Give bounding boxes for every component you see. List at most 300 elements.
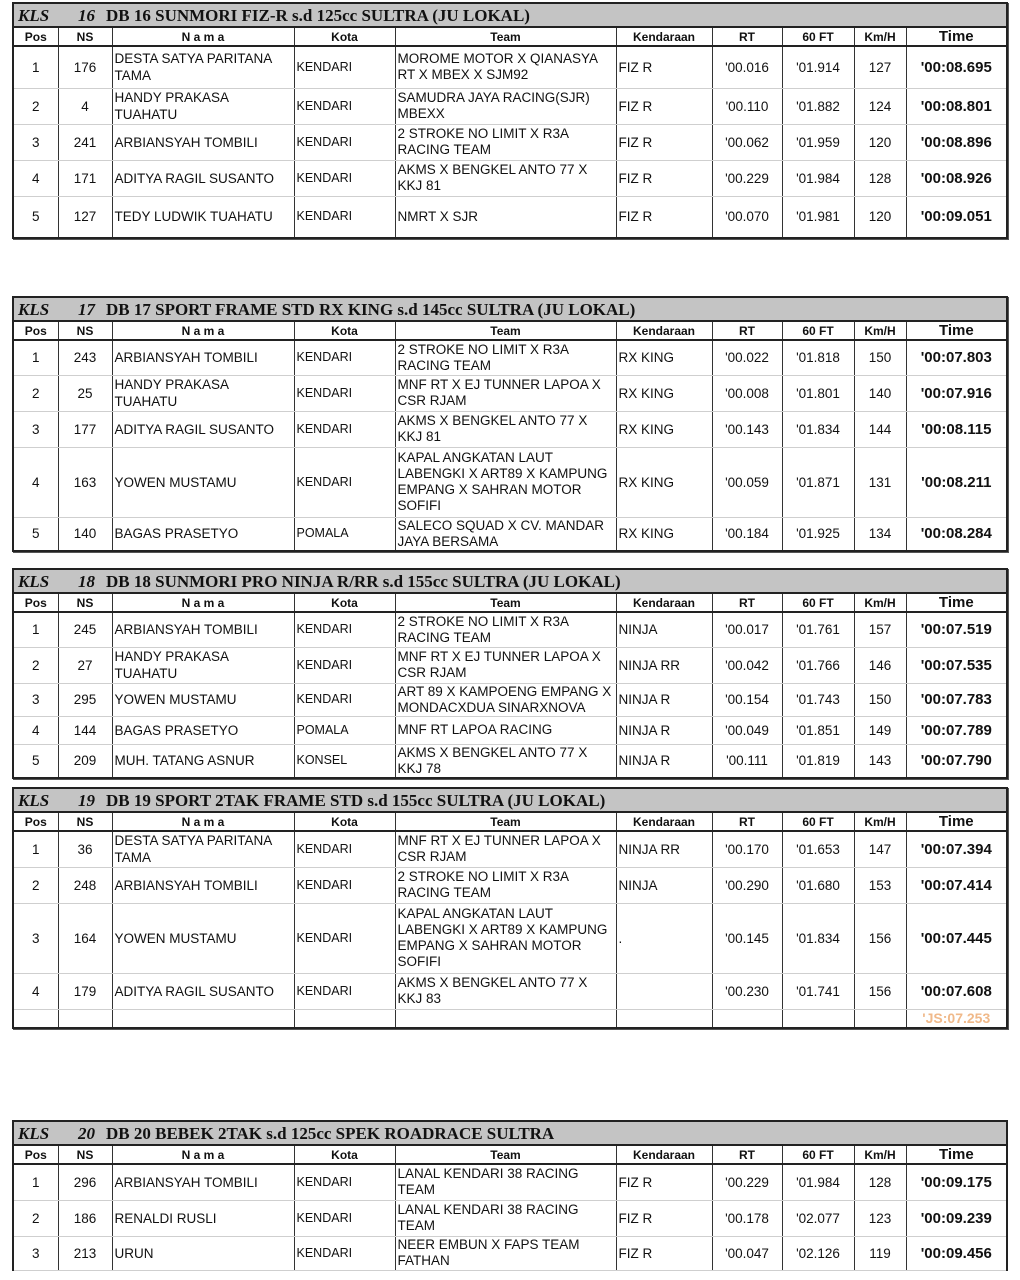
column-header-60ft: 60 FT — [782, 1145, 854, 1164]
cell-pos: 2 — [13, 375, 58, 411]
kls-number: 18 — [78, 571, 95, 591]
cell-time: '00:07.803 — [906, 340, 1007, 375]
cell-kota: KENDARI — [294, 160, 395, 196]
column-header-nama: N a m a — [112, 27, 294, 46]
cell-kendaraan: RX KING — [616, 517, 712, 551]
cell-kmh: 120 — [854, 196, 906, 238]
column-header-kendaraan: Kendaraan — [616, 593, 712, 612]
cell-rt: '00.008 — [712, 375, 782, 411]
cell-kota: POMALA — [294, 716, 395, 744]
cell-pos: 2 — [13, 647, 58, 683]
cell-rt: '00.016 — [712, 46, 782, 88]
column-header-rt: RT — [712, 593, 782, 612]
cell-ns: 163 — [58, 447, 112, 517]
cell-60ft: '01.981 — [782, 196, 854, 238]
cell-ns: 209 — [58, 744, 112, 778]
cell-time: '00:09.239 — [906, 1200, 1007, 1236]
cell-team: AKMS X BENGKEL ANTO 77 X KKJ 81 — [395, 411, 616, 447]
cell-time: '00:07.783 — [906, 683, 1007, 716]
cell-ns: 140 — [58, 517, 112, 551]
column-header-ns: NS — [58, 27, 112, 46]
class-title: DB 19 SPORT 2TAK FRAME STD s.d 155cc SULTRA (JU LOKAL) — [106, 790, 606, 810]
column-header-time: Time — [906, 812, 1007, 831]
cell-kendaraan: FIZ R — [616, 196, 712, 238]
cell-kendaraan: NINJA R — [616, 683, 712, 716]
cell-pos: 5 — [13, 517, 58, 551]
result-row — [13, 831, 1007, 867]
cell-kmh: 150 — [854, 683, 906, 716]
column-header-kendaraan: Kendaraan — [616, 27, 712, 46]
cell-60ft: '01.801 — [782, 375, 854, 411]
column-header-nama: N a m a — [112, 812, 294, 831]
column-header-time: Time — [906, 1145, 1007, 1164]
cell-60ft: '01.851 — [782, 716, 854, 744]
column-header-kendaraan: Kendaraan — [616, 321, 712, 340]
cell-time: '00:08.926 — [906, 160, 1007, 196]
cell-nama: HANDY PRAKASA TUAHATU — [112, 647, 294, 683]
cell-kota: KENDARI — [294, 1164, 395, 1200]
cell-kmh: 150 — [854, 340, 906, 375]
cell-kota: KENDARI — [294, 375, 395, 411]
cell-pos: 5 — [13, 744, 58, 778]
result-row — [13, 647, 1007, 683]
kls-label: KLS — [18, 299, 50, 319]
cell-rt: '00.110 — [712, 88, 782, 124]
cell-kendaraan: NINJA RR — [616, 831, 712, 867]
cell-time: '00:08.801 — [906, 88, 1007, 124]
cell-kendaraan: . — [616, 903, 712, 973]
cell-pos: 4 — [13, 973, 58, 1009]
cell-kendaraan: RX KING — [616, 340, 712, 375]
result-row — [13, 716, 1007, 744]
results-table — [12, 787, 1008, 1029]
column-header-pos: Pos — [13, 27, 58, 46]
cell-kendaraan: FIZ R — [616, 1200, 712, 1236]
column-header-kmh: Km/H — [854, 321, 906, 340]
column-header-pos: Pos — [13, 321, 58, 340]
class-16-results — [12, 2, 1006, 239]
class-title-cell — [13, 569, 1007, 593]
cell-kmh: 120 — [854, 124, 906, 160]
column-header-time: Time — [906, 593, 1007, 612]
class-17-results — [12, 296, 1006, 552]
result-row — [13, 46, 1007, 88]
column-header-kota: Kota — [294, 1145, 395, 1164]
cell-nama: BAGAS PRASETYO — [112, 716, 294, 744]
cell-kota: POMALA — [294, 517, 395, 551]
cell-rt: '00.178 — [712, 1200, 782, 1236]
class-title: DB 18 SUNMORI PRO NINJA R/RR s.d 155cc SULTRA (JU LOKAL) — [106, 571, 621, 591]
cell-60ft: '01.959 — [782, 124, 854, 160]
cell-team: 2 STROKE NO LIMIT X R3A RACING TEAM — [395, 124, 616, 160]
cell-60ft: '02.077 — [782, 1200, 854, 1236]
cell-kmh: 123 — [854, 1200, 906, 1236]
cell-team: 2 STROKE NO LIMIT X R3A RACING TEAM — [395, 867, 616, 903]
result-row — [13, 196, 1007, 238]
cell-ns: 248 — [58, 867, 112, 903]
cell-ns: 176 — [58, 46, 112, 88]
cell-60ft: '01.925 — [782, 517, 854, 551]
result-row — [13, 340, 1007, 375]
result-row — [13, 1236, 1007, 1270]
results-table — [12, 296, 1008, 552]
cell-team: AKMS X BENGKEL ANTO 77 X KKJ 83 — [395, 973, 616, 1009]
cell-kmh: 147 — [854, 831, 906, 867]
cell-team: MNF RT X EJ TUNNER LAPOA X CSR RJAM — [395, 647, 616, 683]
cell-ns: 4 — [58, 88, 112, 124]
cell-kota: KENDARI — [294, 196, 395, 238]
cell-nama: ARBIANSYAH TOMBILI — [112, 340, 294, 375]
cell-ns: 213 — [58, 1236, 112, 1270]
column-header-row — [13, 812, 1007, 831]
result-row — [13, 683, 1007, 716]
cell-kendaraan: RX KING — [616, 447, 712, 517]
result-row — [13, 411, 1007, 447]
cell-ns: 25 — [58, 375, 112, 411]
column-header-row — [13, 593, 1007, 612]
cell-rt: '00.290 — [712, 867, 782, 903]
column-header-time: Time — [906, 27, 1007, 46]
cell-pos: 4 — [13, 716, 58, 744]
cell-60ft: '01.766 — [782, 647, 854, 683]
cell-kmh: 128 — [854, 160, 906, 196]
cell-kendaraan: RX KING — [616, 411, 712, 447]
cell-60ft: '01.680 — [782, 867, 854, 903]
column-header-kmh: Km/H — [854, 593, 906, 612]
class-title-row — [13, 569, 1007, 593]
cell-kmh: 153 — [854, 867, 906, 903]
cell-pos: 5 — [13, 196, 58, 238]
cell-kmh: 131 — [854, 447, 906, 517]
cell-60ft: '01.743 — [782, 683, 854, 716]
cell-60ft: '01.834 — [782, 411, 854, 447]
result-row — [13, 744, 1007, 778]
result-row — [13, 1200, 1007, 1236]
empty-cell — [395, 1009, 616, 1028]
column-header-rt: RT — [712, 27, 782, 46]
column-header-kmh: Km/H — [854, 1145, 906, 1164]
column-header-rt: RT — [712, 1145, 782, 1164]
column-header-60ft: 60 FT — [782, 27, 854, 46]
empty-cell — [854, 1009, 906, 1028]
class-title-row — [13, 788, 1007, 812]
column-header-kota: Kota — [294, 593, 395, 612]
cell-team: AKMS X BENGKEL ANTO 77 X KKJ 81 — [395, 160, 616, 196]
cell-kota: KENDARI — [294, 1200, 395, 1236]
class-title-row — [13, 3, 1007, 27]
empty-cell — [616, 1009, 712, 1028]
cell-kmh: 149 — [854, 716, 906, 744]
cell-ns: 171 — [58, 160, 112, 196]
cell-kendaraan: NINJA — [616, 867, 712, 903]
cell-time: '00:09.456 — [906, 1236, 1007, 1270]
cell-pos: 4 — [13, 160, 58, 196]
cell-rt: '00.022 — [712, 340, 782, 375]
cell-ns: 243 — [58, 340, 112, 375]
cell-nama: HANDY PRAKASA TUAHATU — [112, 88, 294, 124]
cell-ns: 36 — [58, 831, 112, 867]
column-header-row — [13, 1145, 1007, 1164]
result-row — [13, 612, 1007, 647]
cell-kota: KONSEL — [294, 744, 395, 778]
class-title-cell — [13, 3, 1007, 27]
cell-ns: 27 — [58, 647, 112, 683]
kls-label: KLS — [18, 790, 50, 810]
column-header-pos: Pos — [13, 593, 58, 612]
column-header-kota: Kota — [294, 321, 395, 340]
kls-label: KLS — [18, 571, 50, 591]
cell-time: '00:09.051 — [906, 196, 1007, 238]
column-header-team: Team — [395, 27, 616, 46]
class-title-cell — [13, 788, 1007, 812]
cell-60ft: '01.653 — [782, 831, 854, 867]
column-header-team: Team — [395, 593, 616, 612]
cell-kmh: 119 — [854, 1236, 906, 1270]
column-header-team: Team — [395, 812, 616, 831]
cell-kendaraan — [616, 973, 712, 1009]
column-header-ns: NS — [58, 321, 112, 340]
class-title-cell — [13, 1121, 1007, 1145]
cell-nama: YOWEN MUSTAMU — [112, 447, 294, 517]
column-header-rt: RT — [712, 812, 782, 831]
cell-kmh: 134 — [854, 517, 906, 551]
cell-ns: 241 — [58, 124, 112, 160]
result-row — [13, 1164, 1007, 1200]
cell-ns: 164 — [58, 903, 112, 973]
cell-rt: '00.230 — [712, 973, 782, 1009]
cell-60ft: '01.984 — [782, 160, 854, 196]
cell-team: KAPAL ANGKATAN LAUT LABENGKI X ART89 X KAMPUNG EMPANG X SAHRAN MOTOR SOFIFI — [395, 447, 616, 517]
column-header-row — [13, 27, 1007, 46]
kls-number: 20 — [78, 1123, 95, 1143]
cell-kendaraan: FIZ R — [616, 88, 712, 124]
cell-60ft: '01.834 — [782, 903, 854, 973]
empty-cell — [294, 1009, 395, 1028]
cell-team: 2 STROKE NO LIMIT X R3A RACING TEAM — [395, 612, 616, 647]
kls-number: 16 — [78, 5, 95, 25]
cell-time: '00:09.175 — [906, 1164, 1007, 1200]
column-header-ns: NS — [58, 593, 112, 612]
column-header-pos: Pos — [13, 1145, 58, 1164]
cell-rt: '00.049 — [712, 716, 782, 744]
cell-team: 2 STROKE NO LIMIT X R3A RACING TEAM — [395, 340, 616, 375]
cell-kmh: 157 — [854, 612, 906, 647]
cell-pos: 3 — [13, 1236, 58, 1270]
cell-time: '00:07.414 — [906, 867, 1007, 903]
cell-kota: KENDARI — [294, 46, 395, 88]
cell-nama: MUH. TATANG ASNUR — [112, 744, 294, 778]
cell-kendaraan: RX KING — [616, 375, 712, 411]
cell-60ft: '01.984 — [782, 1164, 854, 1200]
cell-nama: URUN — [112, 1236, 294, 1270]
cell-nama: HANDY PRAKASA TUAHATU — [112, 375, 294, 411]
cell-team: ART 89 X KAMPOENG EMPANG X MONDACXDUA SINARXNOVA — [395, 683, 616, 716]
cell-60ft: '01.882 — [782, 88, 854, 124]
cell-nama: ARBIANSYAH TOMBILI — [112, 867, 294, 903]
cell-pos: 1 — [13, 1164, 58, 1200]
cell-rt: '00.229 — [712, 160, 782, 196]
cell-ns: 186 — [58, 1200, 112, 1236]
cell-kendaraan: NINJA R — [616, 744, 712, 778]
cell-ns: 245 — [58, 612, 112, 647]
empty-cell — [58, 1009, 112, 1028]
cell-kendaraan: FIZ R — [616, 1164, 712, 1200]
cell-nama: YOWEN MUSTAMU — [112, 903, 294, 973]
cell-team: NEER EMBUN X FAPS TEAM FATHAN — [395, 1236, 616, 1270]
cell-kendaraan: FIZ R — [616, 160, 712, 196]
cell-60ft: '01.871 — [782, 447, 854, 517]
cell-kota: KENDARI — [294, 612, 395, 647]
cell-pos: 3 — [13, 411, 58, 447]
column-header-team: Team — [395, 321, 616, 340]
cell-pos: 3 — [13, 124, 58, 160]
cell-nama: TEDY LUDWIK TUAHATU — [112, 196, 294, 238]
cell-kendaraan: NINJA RR — [616, 647, 712, 683]
cell-60ft: '02.126 — [782, 1236, 854, 1270]
empty-cell — [712, 1009, 782, 1028]
cell-kendaraan: FIZ R — [616, 46, 712, 88]
cell-kota: KENDARI — [294, 340, 395, 375]
cell-nama: ADITYA RAGIL SUSANTO — [112, 411, 294, 447]
class-title-cell — [13, 297, 1007, 321]
cell-team: NMRT X SJR — [395, 196, 616, 238]
cell-ns: 295 — [58, 683, 112, 716]
cell-team: MNF RT X EJ TUNNER LAPOA X CSR RJAM — [395, 375, 616, 411]
cell-time: '00:07.445 — [906, 903, 1007, 973]
cell-rt: '00.042 — [712, 647, 782, 683]
class-title-row — [13, 297, 1007, 321]
kls-number: 19 — [78, 790, 95, 810]
results-table — [12, 2, 1008, 239]
cell-60ft: '01.914 — [782, 46, 854, 88]
cell-pos: 3 — [13, 903, 58, 973]
class-title: DB 16 SUNMORI FIZ-R s.d 125cc SULTRA (JU LOKAL) — [106, 5, 530, 25]
class-title: DB 20 BEBEK 2TAK s.d 125cc SPEK ROADRACE SULTRA — [106, 1123, 555, 1143]
cell-pos: 2 — [13, 1200, 58, 1236]
cell-time: '00:08.284 — [906, 517, 1007, 551]
cell-time: '00:07.608 — [906, 973, 1007, 1009]
empty-cell — [112, 1009, 294, 1028]
cell-60ft: '01.819 — [782, 744, 854, 778]
cell-nama: ARBIANSYAH TOMBILI — [112, 1164, 294, 1200]
cell-nama: RENALDI RUSLI — [112, 1200, 294, 1236]
column-header-row — [13, 321, 1007, 340]
class-title: DB 17 SPORT FRAME STD RX KING s.d 145cc SULTRA (JU LOKAL) — [106, 299, 636, 319]
cell-kota: KENDARI — [294, 973, 395, 1009]
empty-cell — [782, 1009, 854, 1028]
cell-rt: '00.059 — [712, 447, 782, 517]
result-row — [13, 867, 1007, 903]
cell-time: '00:08.211 — [906, 447, 1007, 517]
cell-pos: 2 — [13, 867, 58, 903]
cell-time: '00:07.394 — [906, 831, 1007, 867]
cell-time: '00:08.115 — [906, 411, 1007, 447]
kls-label: KLS — [18, 1123, 50, 1143]
cell-kota: KENDARI — [294, 831, 395, 867]
class-title-row — [13, 1121, 1007, 1145]
cell-kmh: 144 — [854, 411, 906, 447]
cell-ns: 177 — [58, 411, 112, 447]
cell-pos: 1 — [13, 340, 58, 375]
cell-nama: ADITYA RAGIL SUSANTO — [112, 973, 294, 1009]
cell-nama: BAGAS PRASETYO — [112, 517, 294, 551]
cell-rt: '00.143 — [712, 411, 782, 447]
column-header-60ft: 60 FT — [782, 321, 854, 340]
column-header-kendaraan: Kendaraan — [616, 1145, 712, 1164]
kls-number: 17 — [78, 299, 95, 319]
column-header-60ft: 60 FT — [782, 812, 854, 831]
result-row — [13, 517, 1007, 551]
cell-nama: YOWEN MUSTAMU — [112, 683, 294, 716]
cell-ns: 127 — [58, 196, 112, 238]
cell-kota: KENDARI — [294, 1236, 395, 1270]
cell-team: SAMUDRA JAYA RACING(SJR) MBEXX — [395, 88, 616, 124]
result-row — [13, 973, 1007, 1009]
cell-kota: KENDARI — [294, 867, 395, 903]
cell-ns: 296 — [58, 1164, 112, 1200]
column-header-nama: N a m a — [112, 1145, 294, 1164]
cell-rt: '00.229 — [712, 1164, 782, 1200]
cell-team: MNF RT LAPOA RACING — [395, 716, 616, 744]
cell-rt: '00.062 — [712, 124, 782, 160]
result-row — [13, 375, 1007, 411]
cell-pos: 1 — [13, 612, 58, 647]
cell-rt: '00.184 — [712, 517, 782, 551]
cell-kendaraan: NINJA — [616, 612, 712, 647]
empty-cell — [13, 1009, 58, 1028]
cell-nama: DESTA SATYA PARITANA TAMA — [112, 831, 294, 867]
cell-time: '00:08.695 — [906, 46, 1007, 88]
column-header-pos: Pos — [13, 812, 58, 831]
cell-team: KAPAL ANGKATAN LAUT LABENGKI X ART89 X KAMPUNG EMPANG X SAHRAN MOTOR SOFIFI — [395, 903, 616, 973]
cell-nama: DESTA SATYA PARITANA TAMA — [112, 46, 294, 88]
cell-rt: '00.145 — [712, 903, 782, 973]
cell-60ft: '01.761 — [782, 612, 854, 647]
cell-pos: 2 — [13, 88, 58, 124]
column-header-kmh: Km/H — [854, 27, 906, 46]
cell-time: '00:08.896 — [906, 124, 1007, 160]
cell-time: '00:07.916 — [906, 375, 1007, 411]
class-19-results — [12, 787, 1006, 1029]
cell-kota: KENDARI — [294, 411, 395, 447]
cell-time: '00:07.790 — [906, 744, 1007, 778]
result-row — [13, 124, 1007, 160]
cell-time: '00:07.519 — [906, 612, 1007, 647]
cell-rt: '00.047 — [712, 1236, 782, 1270]
cell-time: '00:07.789 — [906, 716, 1007, 744]
cell-kmh: 140 — [854, 375, 906, 411]
column-header-kmh: Km/H — [854, 812, 906, 831]
cell-kmh: 127 — [854, 46, 906, 88]
cell-60ft: '01.818 — [782, 340, 854, 375]
footer-row — [13, 1009, 1007, 1028]
column-header-time: Time — [906, 321, 1007, 340]
cell-team: SALECO SQUAD X CV. MANDAR JAYA BERSAMA — [395, 517, 616, 551]
column-header-60ft: 60 FT — [782, 593, 854, 612]
cell-rt: '00.111 — [712, 744, 782, 778]
cell-kendaraan: FIZ R — [616, 1236, 712, 1270]
cell-pos: 3 — [13, 683, 58, 716]
column-header-kota: Kota — [294, 27, 395, 46]
cell-kmh: 156 — [854, 903, 906, 973]
column-header-ns: NS — [58, 812, 112, 831]
column-header-kota: Kota — [294, 812, 395, 831]
cell-kmh: 146 — [854, 647, 906, 683]
cell-team: LANAL KENDARI 38 RACING TEAM — [395, 1200, 616, 1236]
cell-team: MOROME MOTOR X QIANASYA RT X MBEX X SJM92 — [395, 46, 616, 88]
cell-kota: KENDARI — [294, 88, 395, 124]
cell-team: AKMS X BENGKEL ANTO 77 X KKJ 78 — [395, 744, 616, 778]
